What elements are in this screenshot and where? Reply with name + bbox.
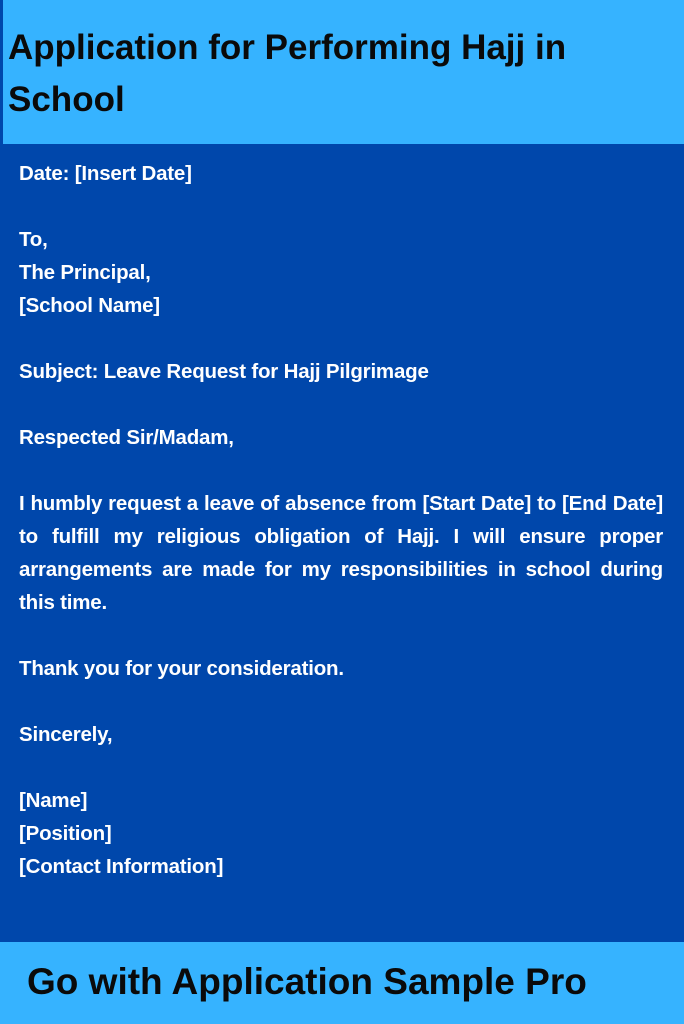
- footer-banner: [0, 942, 684, 1024]
- subject-line: Subject: Leave Request for Hajj Pilgrimage: [19, 360, 429, 383]
- footer-brand-text: Go with Application Sample Pro: [27, 961, 587, 1002]
- signature-name: [Name]: [19, 789, 88, 812]
- spacer: [19, 751, 663, 784]
- spacer: [19, 619, 663, 652]
- recipient-line: The Principal,: [19, 261, 151, 284]
- spacer: [19, 685, 663, 718]
- school-name-line: [School Name]: [19, 294, 160, 317]
- date-line: Date: [Insert Date]: [19, 162, 192, 185]
- to-line: To,: [19, 228, 48, 251]
- page-title: Application for Performing Hajj in School: [8, 28, 567, 119]
- spacer: [19, 322, 663, 355]
- body-paragraph: I humbly request a leave of absence from [Start Date] to [End Date] to fulfill my religious obligation of Hajj. I will ensure proper arrangements are made for my responsibilities in school during this time.: [19, 492, 663, 614]
- letter-body: [19, 157, 663, 883]
- spacer: [19, 388, 663, 421]
- spacer: [19, 190, 663, 223]
- spacer: [19, 454, 663, 487]
- closing-line: Sincerely,: [19, 723, 113, 746]
- signature-contact: [Contact Information]: [19, 855, 224, 878]
- salutation-line: Respected Sir/Madam,: [19, 426, 234, 449]
- thanks-line: Thank you for your consideration.: [19, 657, 344, 680]
- header-banner: [0, 0, 684, 144]
- signature-position: [Position]: [19, 822, 112, 845]
